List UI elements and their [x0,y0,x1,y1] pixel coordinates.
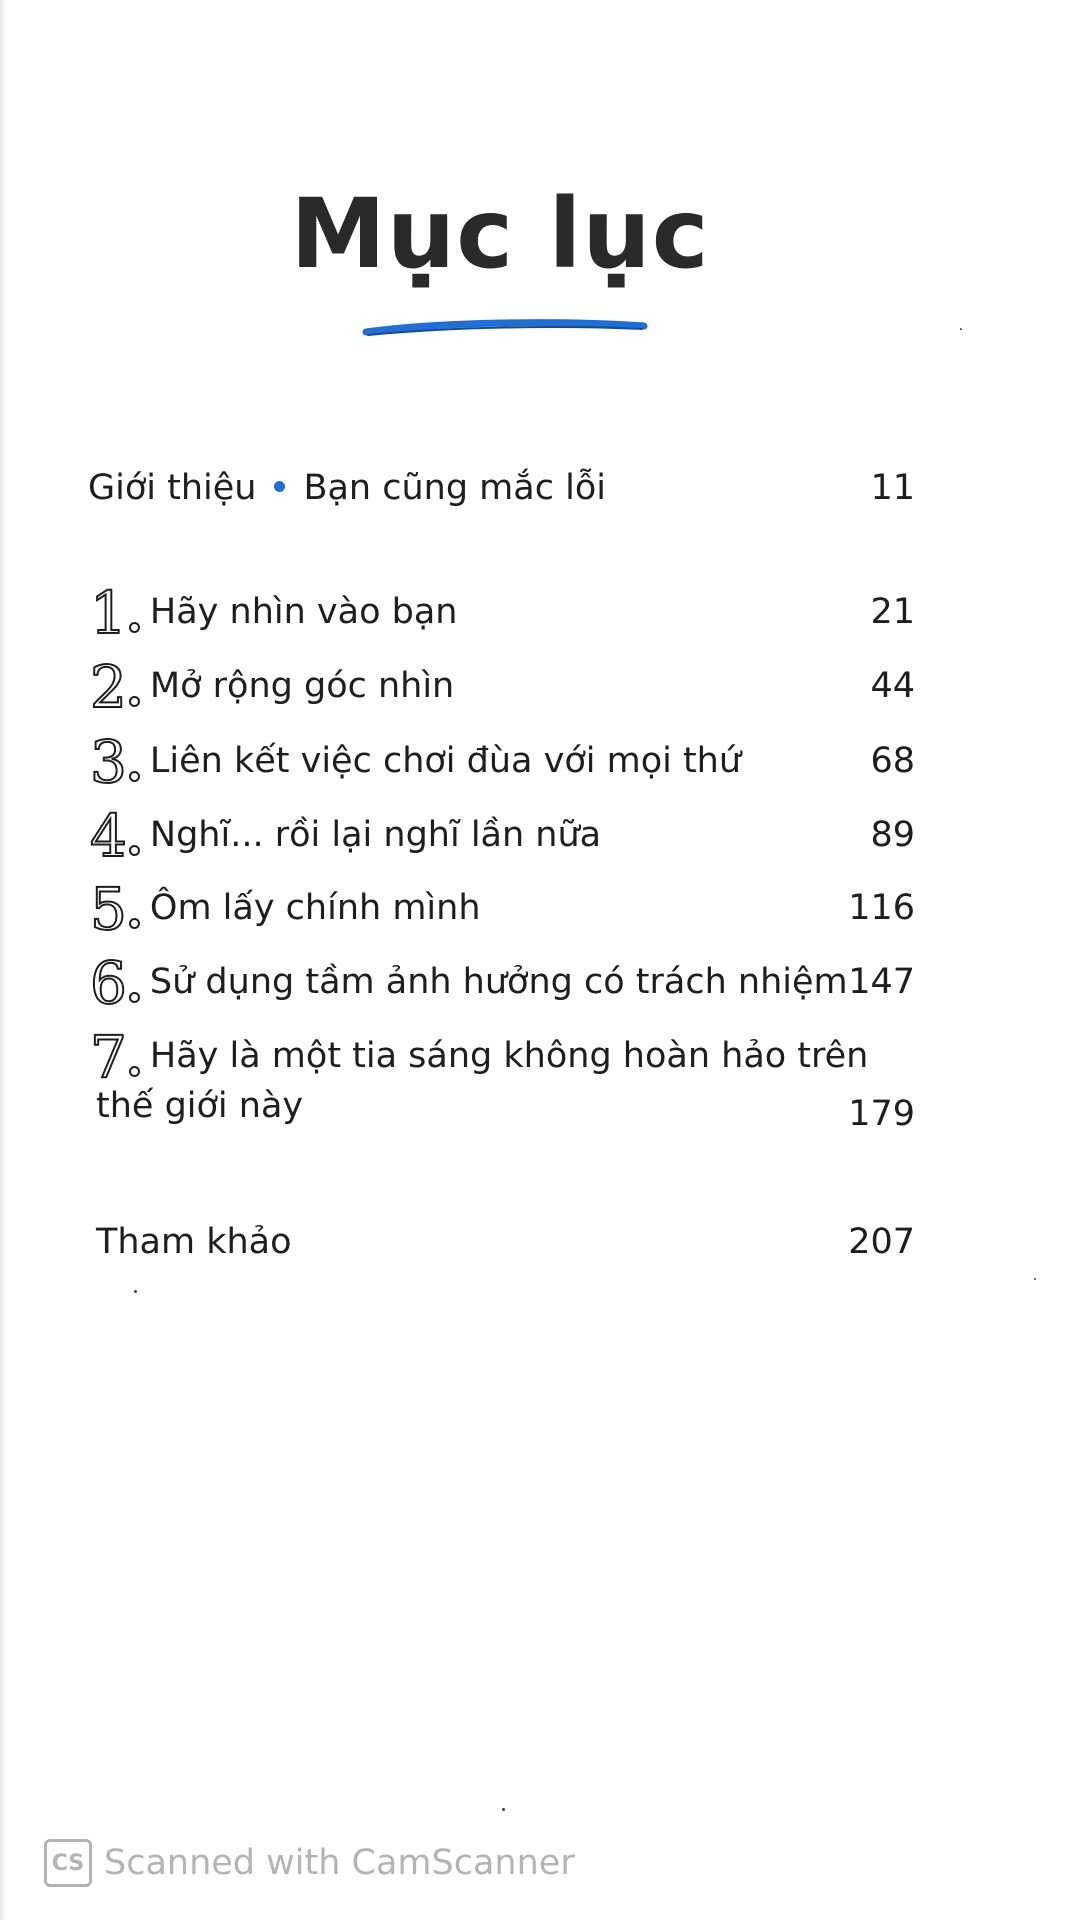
number-dot-icon [129,845,140,856]
chapter-title: Nghĩ... rồi lại nghĩ lần nữa [149,815,602,855]
chapter-number: 4 [90,802,127,870]
chapter-title-line2: thế giới này [96,1086,304,1126]
page-title: Mục lục [290,178,710,290]
scan-speck [134,1290,137,1293]
page-number: 21 [870,592,915,632]
references-label: Tham khảo [96,1222,292,1262]
chapter-title: Mở rộng góc nhìn [149,666,455,706]
number-dot-icon [129,771,140,782]
chapter-title: Hãy là một tia sáng không hoàn hảo trên [149,1036,869,1076]
bullet-dot-icon [274,481,285,492]
scan-speck [960,328,962,330]
chapter-number: 2 [90,653,127,721]
camscanner-watermark [44,1838,575,1888]
page-number: 44 [870,666,915,706]
number-dot-icon [129,622,140,633]
chapter-title: Liên kết việc chơi đùa với mọi thứ [149,741,742,781]
chapter-title: Hãy nhìn vào bạn [149,592,458,632]
chapter-number: 5 [90,875,127,943]
camscanner-logo-icon: CS [44,1839,92,1887]
page-number: 68 [870,741,915,781]
number-dot-icon [129,992,140,1003]
chapter-title: Ôm lấy chính mình [149,888,481,928]
intro-subtitle: Bạn cũng mắc lỗi [303,468,606,508]
page-number: 11 [870,468,915,508]
number-dot-icon [129,918,140,929]
page-number: 179 [848,1094,915,1134]
scan-speck [1034,1278,1036,1280]
chapter-number: 3 [90,728,127,796]
page-number: 116 [848,888,915,928]
number-dot-icon [129,696,140,707]
scan-speck [502,1808,505,1811]
number-dot-icon [129,1066,140,1077]
chapter-title: Sử dụng tầm ảnh hưởng có trách nhiệm [149,962,848,1002]
page-number: 147 [848,962,915,1002]
page-number: 89 [870,815,915,855]
chapter-number: 1 [90,579,127,647]
chapter-number: 7 [90,1023,127,1091]
intro-label: Giới thiệu [88,468,257,508]
title-underline [360,312,650,342]
watermark-text: Scanned with CamScanner [104,1843,575,1883]
page-number: 207 [848,1222,915,1262]
chapter-number: 6 [90,949,127,1017]
